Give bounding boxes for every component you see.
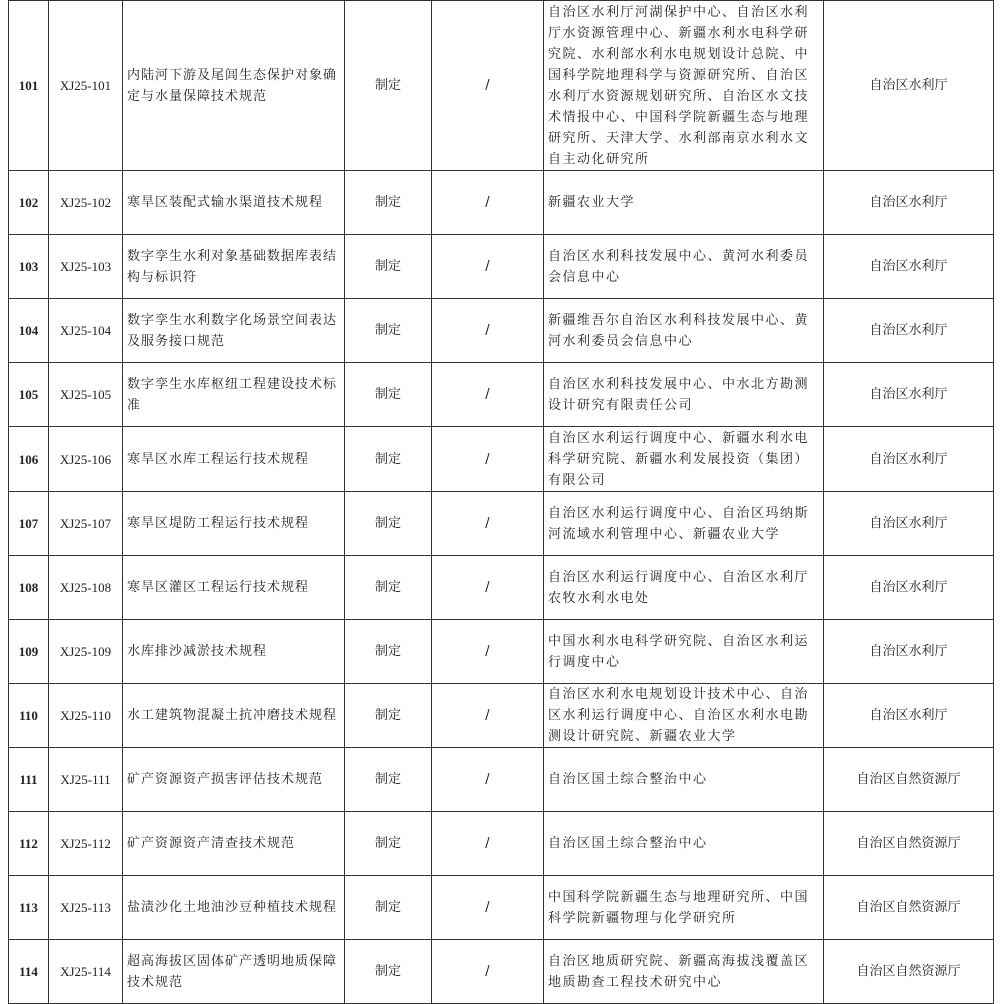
revision-type: 制定 xyxy=(345,299,432,363)
standard-name: 超高海拔区固体矿产透明地质保障技术规范 xyxy=(123,940,345,1004)
responsible-department: 自治区水利厅 xyxy=(824,556,994,620)
revision-type: 制定 xyxy=(345,427,432,492)
responsible-department: 自治区水利厅 xyxy=(824,1,994,171)
row-number: 107 xyxy=(9,492,49,556)
drafting-units: 新疆维吾尔自治区水利科技发展中心、黄河水利委员会信息中心 xyxy=(544,299,824,363)
standard-code: XJ25-113 xyxy=(49,876,123,940)
table-row xyxy=(9,748,994,812)
standard-code: XJ25-112 xyxy=(49,812,123,876)
row-number: 103 xyxy=(9,235,49,299)
table-row xyxy=(9,812,994,876)
drafting-units: 自治区国土综合整治中心 xyxy=(544,748,824,812)
replaced-standard: / xyxy=(432,299,544,363)
standard-code: XJ25-105 xyxy=(49,363,123,427)
revision-type: 制定 xyxy=(345,1,432,171)
replaced-standard: / xyxy=(432,940,544,1004)
table-row xyxy=(9,171,994,235)
drafting-units: 自治区水利科技发展中心、黄河水利委员会信息中心 xyxy=(544,235,824,299)
table-row xyxy=(9,492,994,556)
row-number: 104 xyxy=(9,299,49,363)
table-row xyxy=(9,299,994,363)
replaced-standard: / xyxy=(432,876,544,940)
row-number: 114 xyxy=(9,940,49,1004)
standard-code: XJ25-104 xyxy=(49,299,123,363)
table-row xyxy=(9,940,994,1004)
responsible-department: 自治区水利厅 xyxy=(824,363,994,427)
table-row xyxy=(9,363,994,427)
revision-type: 制定 xyxy=(345,940,432,1004)
responsible-department: 自治区水利厅 xyxy=(824,171,994,235)
standard-code: XJ25-109 xyxy=(49,620,123,684)
standard-name: 数字孪生水库枢纽工程建设技术标准 xyxy=(123,363,345,427)
revision-type: 制定 xyxy=(345,812,432,876)
table-row xyxy=(9,427,994,492)
drafting-units: 中国科学院新疆生态与地理研究所、中国科学院新疆物理与化学研究所 xyxy=(544,876,824,940)
standard-code: XJ25-107 xyxy=(49,492,123,556)
drafting-units: 自治区水利运行调度中心、自治区水利厅农牧水利水电处 xyxy=(544,556,824,620)
revision-type: 制定 xyxy=(345,171,432,235)
responsible-department: 自治区自然资源厅 xyxy=(824,876,994,940)
standard-name: 水工建筑物混凝土抗冲磨技术规程 xyxy=(123,684,345,748)
table-row xyxy=(9,684,994,748)
responsible-department: 自治区水利厅 xyxy=(824,299,994,363)
drafting-units: 自治区水利运行调度中心、自治区玛纳斯河流域水利管理中心、新疆农业大学 xyxy=(544,492,824,556)
standard-code: XJ25-103 xyxy=(49,235,123,299)
responsible-department: 自治区水利厅 xyxy=(824,620,994,684)
responsible-department: 自治区水利厅 xyxy=(824,684,994,748)
row-number: 113 xyxy=(9,876,49,940)
drafting-units: 自治区水利水电规划设计技术中心、自治区水利运行调度中心、自治区水利水电勘测设计研究院、新疆农业大学 xyxy=(544,684,824,748)
standard-name: 内陆河下游及尾闾生态保护对象确定与水量保障技术规范 xyxy=(123,1,345,171)
standard-code: XJ25-101 xyxy=(49,1,123,171)
standard-name: 寒旱区灌区工程运行技术规程 xyxy=(123,556,345,620)
standard-name: 盐渍沙化土地油沙豆种植技术规程 xyxy=(123,876,345,940)
drafting-units: 自治区水利厅河湖保护中心、自治区水利厅水资源管理中心、新疆水利水电科学研究院、水利部水利水电规划设计总院、中国科学院地理科学与资源研究所、自治区水利厅水资源规划研究所、自治区水文技术情报中心、中国科学院新疆生态与地理研究所、天津大学、水利部南京水利水文自主动化研究所 xyxy=(544,1,824,171)
replaced-standard: / xyxy=(432,684,544,748)
revision-type: 制定 xyxy=(345,363,432,427)
row-number: 105 xyxy=(9,363,49,427)
replaced-standard: / xyxy=(432,235,544,299)
table-row xyxy=(9,620,994,684)
revision-type: 制定 xyxy=(345,620,432,684)
responsible-department: 自治区自然资源厅 xyxy=(824,940,994,1004)
drafting-units: 自治区国土综合整治中心 xyxy=(544,812,824,876)
replaced-standard: / xyxy=(432,556,544,620)
responsible-department: 自治区水利厅 xyxy=(824,235,994,299)
replaced-standard: / xyxy=(432,748,544,812)
standard-name: 寒旱区水库工程运行技术规程 xyxy=(123,427,345,492)
table-body xyxy=(9,1,994,1004)
standard-name: 寒旱区装配式输水渠道技术规程 xyxy=(123,171,345,235)
replaced-standard: / xyxy=(432,812,544,876)
replaced-standard: / xyxy=(432,492,544,556)
row-number: 112 xyxy=(9,812,49,876)
responsible-department: 自治区自然资源厅 xyxy=(824,812,994,876)
standard-code: XJ25-110 xyxy=(49,684,123,748)
standard-code: XJ25-102 xyxy=(49,171,123,235)
responsible-department: 自治区水利厅 xyxy=(824,427,994,492)
row-number: 106 xyxy=(9,427,49,492)
standard-code: XJ25-111 xyxy=(49,748,123,812)
drafting-units: 自治区地质研究院、新疆高海拔浅覆盖区地质勘查工程技术研究中心 xyxy=(544,940,824,1004)
standard-name: 矿产资源资产损害评估技术规范 xyxy=(123,748,345,812)
replaced-standard: / xyxy=(432,363,544,427)
table-row xyxy=(9,556,994,620)
drafting-units: 自治区水利运行调度中心、新疆水利水电科学研究院、新疆水利发展投资（集团）有限公司 xyxy=(544,427,824,492)
replaced-standard: / xyxy=(432,1,544,171)
drafting-units: 新疆农业大学 xyxy=(544,171,824,235)
revision-type: 制定 xyxy=(345,556,432,620)
drafting-units: 中国水利水电科学研究院、自治区水利运行调度中心 xyxy=(544,620,824,684)
table-row xyxy=(9,876,994,940)
revision-type: 制定 xyxy=(345,684,432,748)
drafting-units: 自治区水利科技发展中心、中水北方勘测设计研究有限责任公司 xyxy=(544,363,824,427)
standard-code: XJ25-106 xyxy=(49,427,123,492)
revision-type: 制定 xyxy=(345,492,432,556)
table-row xyxy=(9,1,994,171)
responsible-department: 自治区自然资源厅 xyxy=(824,748,994,812)
standard-name: 寒旱区堤防工程运行技术规程 xyxy=(123,492,345,556)
row-number: 111 xyxy=(9,748,49,812)
row-number: 109 xyxy=(9,620,49,684)
replaced-standard: / xyxy=(432,620,544,684)
row-number: 102 xyxy=(9,171,49,235)
standard-code: XJ25-114 xyxy=(49,940,123,1004)
standard-code: XJ25-108 xyxy=(49,556,123,620)
standard-name: 数字孪生水利对象基础数据库表结构与标识符 xyxy=(123,235,345,299)
revision-type: 制定 xyxy=(345,876,432,940)
revision-type: 制定 xyxy=(345,235,432,299)
row-number: 101 xyxy=(9,1,49,171)
row-number: 110 xyxy=(9,684,49,748)
standard-name: 矿产资源资产清查技术规范 xyxy=(123,812,345,876)
standards-table xyxy=(8,0,994,1004)
replaced-standard: / xyxy=(432,427,544,492)
responsible-department: 自治区水利厅 xyxy=(824,492,994,556)
table-row xyxy=(9,235,994,299)
replaced-standard: / xyxy=(432,171,544,235)
row-number: 108 xyxy=(9,556,49,620)
revision-type: 制定 xyxy=(345,748,432,812)
standard-name: 水库排沙减淤技术规程 xyxy=(123,620,345,684)
standard-name: 数字孪生水利数字化场景空间表达及服务接口规范 xyxy=(123,299,345,363)
